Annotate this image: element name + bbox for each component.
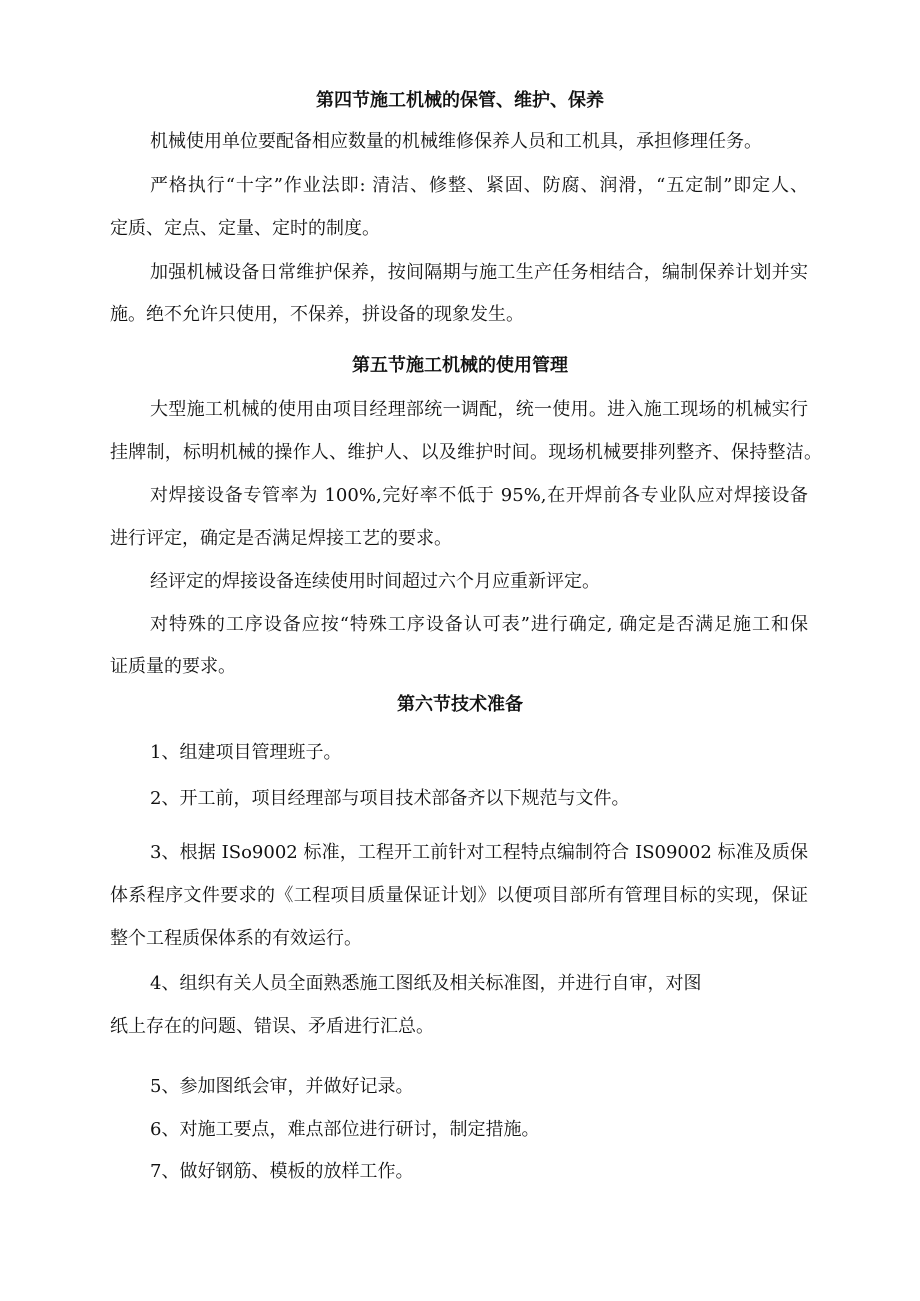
paragraph-line: 施。绝不允许只使用，不保养，拼设备的现象发生。 xyxy=(110,304,524,325)
list-item-continuation: 体系程序文件要求的《工程项目质量保证计划》以便项目部所有管理目标的实现，保证 xyxy=(110,885,808,906)
paragraph-line: 对焊接设备专管率为 100%,完好率不低于 95%,在开焊前各专业队应对焊接设备 xyxy=(150,485,808,506)
paragraph-line: 挂牌制，标明机械的操作人、维护人、以及维护时间。现场机械要排列整齐、保持整洁。 xyxy=(110,442,822,463)
section-heading-4: 第四节施工机械的保管、维护、保养 xyxy=(316,90,604,111)
list-item: 5、参加图纸会审，并做好记录。 xyxy=(150,1076,414,1097)
paragraph-line: 证质量的要求。 xyxy=(110,656,236,677)
paragraph-line: 经评定的焊接设备连续使用时间超过六个月应重新评定。 xyxy=(150,571,600,592)
section-heading-5: 第五节施工机械的使用管理 xyxy=(352,355,568,376)
list-item: 7、做好钢筋、模板的放样工作。 xyxy=(150,1161,414,1182)
paragraph-line: 严格执行“十字”作业法即: 清洁、修整、紧固、防腐、润滑，“五定制”即定人、 xyxy=(150,175,808,196)
paragraph-line: 大型施工机械的使用由项目经理部统一调配，统一使用。进入施工现场的机械实行 xyxy=(150,399,808,420)
section-heading-6: 第六节技术准备 xyxy=(397,694,523,715)
list-item: 2、开工前，项目经理部与项目技术部备齐以下规范与文件。 xyxy=(150,788,630,809)
paragraph-line: 对特殊的工序设备应按“特殊工序设备认可表”进行确定, 确定是否满足施工和保 xyxy=(150,614,808,635)
list-item-continuation: 整个工程质保体系的有效运行。 xyxy=(110,928,362,949)
paragraph-line: 加强机械设备日常维护保养，按间隔期与施工生产任务相结合，编制保养计划并实 xyxy=(150,262,808,283)
list-item: 4、组织有关人员全面熟悉施工图纸及相关标准图，并进行自审，对图 xyxy=(150,973,702,994)
list-item: 1、组建项目管理班子。 xyxy=(150,742,342,763)
paragraph-line: 进行评定，确定是否满足焊接工艺的要求。 xyxy=(110,528,452,549)
list-item-continuation: 纸上存在的问题、错误、矛盾进行汇总。 xyxy=(110,1016,434,1037)
paragraph-line: 机械使用单位要配备相应数量的机械维修保养人员和工机具，承担修理任务。 xyxy=(150,131,762,152)
paragraph-line: 定质、定点、定量、定时的制度。 xyxy=(110,218,380,239)
list-item: 3、根据 ISo9002 标准，工程开工前针对工程特点编制符合 IS09002 标准及质保 xyxy=(150,842,808,863)
list-item: 6、对施工要点，难点部位进行研讨，制定措施。 xyxy=(150,1119,540,1140)
